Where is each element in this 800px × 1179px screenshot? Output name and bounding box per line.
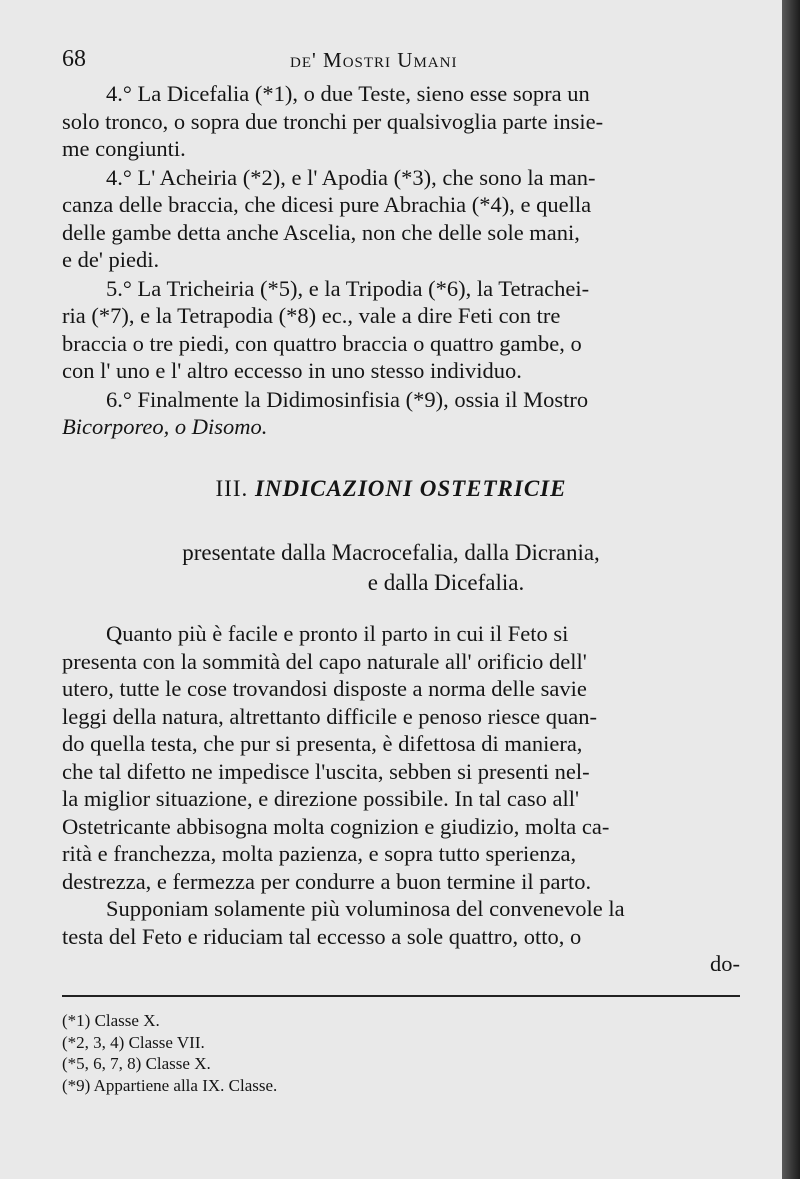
- page-header: [0, 44, 760, 74]
- text-line: presenta con la sommità del capo naturale all' orificio dell': [62, 648, 587, 674]
- text-line: utero, tutte le cose trovandosi disposte a norma delle savie: [62, 676, 587, 701]
- section-a: [62, 80, 740, 441]
- footnote-rule: [62, 995, 740, 997]
- catchword: do-: [710, 951, 740, 976]
- text-line: 4.° L' Acheiria (*2), e l' Apodia (*3), che sono la man-: [106, 164, 596, 190]
- footnote: (*9) Appartiene alla IX. Classe.: [62, 1075, 278, 1095]
- text-line: delle gambe detta anche Ascelia, non che delle sole mani,: [62, 219, 580, 245]
- paragraph-didimosinfisia: [62, 386, 740, 441]
- text-line: che tal difetto ne impedisce l'uscita, sebben si presenti nel-: [62, 758, 590, 784]
- text-line: testa del Feto e riduciam tal eccesso a sole quattro, otto, o: [62, 923, 582, 949]
- text-line: 6.° Finalmente la Didimosinfisia (*9), ossia il Mostro: [106, 386, 589, 412]
- text-line: Quanto più è facile e pronto il parto in cui il Feto si: [106, 621, 569, 646]
- text-line: rità e franchezza, molta pazienza, e sopra tutto sperienza,: [62, 841, 577, 866]
- text-line: do quella testa, che pur si presenta, è difettosa di maniera,: [62, 731, 583, 756]
- paragraph-dicefalia: [62, 80, 740, 163]
- footnote: (*1) Classe X.: [62, 1011, 160, 1030]
- page-number: 68: [62, 46, 86, 72]
- text-line: Supponiam solamente più voluminosa del convenevole la: [106, 896, 625, 921]
- section-b: [62, 620, 740, 978]
- running-head: de' Mostri Umani: [290, 48, 458, 72]
- footnote: (*2, 3, 4) Classe VII.: [62, 1032, 205, 1052]
- subheading-line: presentate dalla Macrocefalia, dalla Dicrania,: [182, 540, 600, 565]
- footnote: (*5, 6, 7, 8) Classe X.: [62, 1054, 211, 1073]
- footnotes: [62, 1010, 277, 1096]
- text-line: Ostetricante abbisogna molta cognizion e giudizio, molta ca-: [62, 813, 610, 839]
- text-line: e de' piedi.: [62, 247, 160, 272]
- book-page-edge: [782, 0, 800, 1179]
- paragraph-acheiria: [62, 164, 740, 274]
- section-subheading: [0, 538, 782, 598]
- paragraph-tricheiria: [62, 275, 740, 385]
- section-number: III.: [215, 476, 249, 501]
- text-line: ria (*7), e la Tetrapodia (*8) ec., vale a dire Feti con tre: [62, 303, 561, 328]
- text-line: la miglior situazione, e direzione possibile. In tal caso all': [62, 786, 580, 811]
- text-line: solo tronco, o sopra due tronchi per qualsivoglia parte insie-: [62, 108, 604, 134]
- text-line: leggi della natura, altrettanto difficile e penoso riesce quan-: [62, 703, 597, 729]
- subheading-line: e dalla Dicefalia.: [367, 570, 525, 595]
- text-line: braccia o tre piedi, con quattro braccia o quattro gambe, o: [62, 330, 582, 356]
- text-line: canza delle braccia, che dicesi pure Abrachia (*4), e quella: [62, 192, 592, 217]
- text-line: con l' uno e l' altro eccesso in uno stesso individuo.: [62, 358, 522, 383]
- section-heading: [0, 476, 782, 502]
- paragraph-supponiam: [62, 895, 740, 978]
- text-line: 4.° La Dicefalia (*1), o due Teste, sieno esse sopra un: [106, 81, 590, 106]
- text-line: destrezza, e fermezza per condurre a buon termine il parto.: [62, 868, 592, 894]
- text-line: 5.° La Tricheiria (*5), e la Tripodia (*6), la Tetrachei-: [106, 275, 590, 301]
- paragraph-quanto: [62, 620, 740, 895]
- text-line: Bicorporeo, o Disomo.: [62, 414, 268, 439]
- text-line: me congiunti.: [62, 136, 186, 161]
- section-title: INDICAZIONI OSTETRICIE: [254, 476, 567, 501]
